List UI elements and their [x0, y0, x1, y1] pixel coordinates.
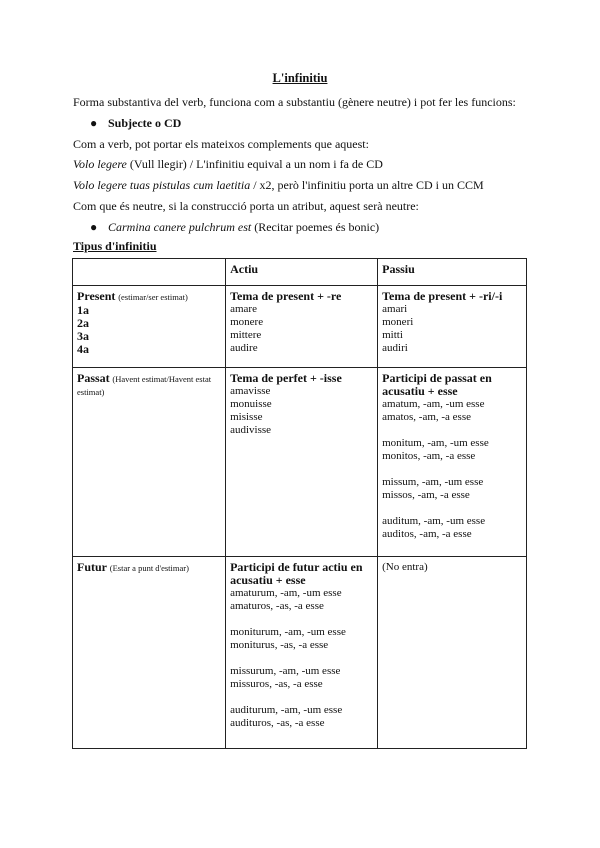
header-passiu: Passiu — [378, 259, 527, 286]
bullet-dot-icon: ● — [90, 220, 98, 234]
futur-actiu-cell: Participi de futur actiu en acusatiu + esse amaturum, -am, -um esse amaturos, -as, -a esse moniturum, -am, -um esse moniturus, -as, -a esse missurum, -am, -um esse missuros, -as, -a esse auditurum, -am, -um esse audituros, -as, -a esse — [226, 557, 378, 749]
bullet-carmina: ● Carmina canere pulchrum est (Recitar poemes és bonic) — [90, 220, 380, 234]
bullet-subjecte: ● Subjecte o CD — [90, 116, 182, 130]
example-1: Volo legere (Vull llegir) / L'infinitiu equival a un nom i fa de CD — [73, 157, 383, 171]
table-row-passat — [73, 368, 527, 557]
table-header-row — [73, 259, 527, 286]
infinitive-table — [72, 258, 527, 749]
table-row-futur — [73, 557, 527, 749]
present-passiu-cell: Tema de present + -ri/-i amari moneri mitti audiri — [378, 286, 527, 368]
futur-passiu-cell: (No entra) — [378, 557, 527, 749]
header-actiu: Actiu — [226, 259, 378, 286]
section-heading: Tipus d'infinitiu — [73, 239, 157, 253]
futur-label-cell: Futur (Estar a punt d'estimar) — [73, 557, 226, 749]
example-2: Volo legere tuas pistulas cum laetitia / x2, però l'infinitiu porta un altre CD i un CCM — [73, 178, 484, 192]
present-actiu-cell: Tema de present + -re amare monere mittere audire — [226, 286, 378, 368]
passat-actiu-cell: Tema de perfet + -isse amavisse monuisse misisse audivisse — [226, 368, 378, 557]
bullet-dot-icon: ● — [90, 116, 98, 130]
present-label-cell: Present (estimar/ser estimat) 1a 2a 3a 4a — [73, 286, 226, 368]
verb-line: Com a verb, pot portar els mateixos complements que aquest: — [73, 137, 369, 151]
neutre-line: Com que és neutre, si la construcció porta un atribut, aquest serà neutre: — [73, 199, 419, 213]
passat-label-cell: Passat (Havent estimat/Havent estat estimat) — [73, 368, 226, 557]
table-row-present — [73, 286, 527, 368]
header-empty — [73, 259, 226, 286]
passat-passiu-cell: Participi de passat en acusatiu + esse amatum, -am, -um esse amatos, -am, -a esse monitum, -am, -um esse monitos, -am, -a esse missum, -am, -um esse missos, -am, -a esse auditum, -am, -um esse auditos, -am, -a esse — [378, 368, 527, 557]
page-title: L'infinitiu — [272, 71, 328, 85]
intro-text: Forma substantiva del verb, funciona com a substantiu (gènere neutre) i pot fer les funcions: — [73, 95, 516, 109]
